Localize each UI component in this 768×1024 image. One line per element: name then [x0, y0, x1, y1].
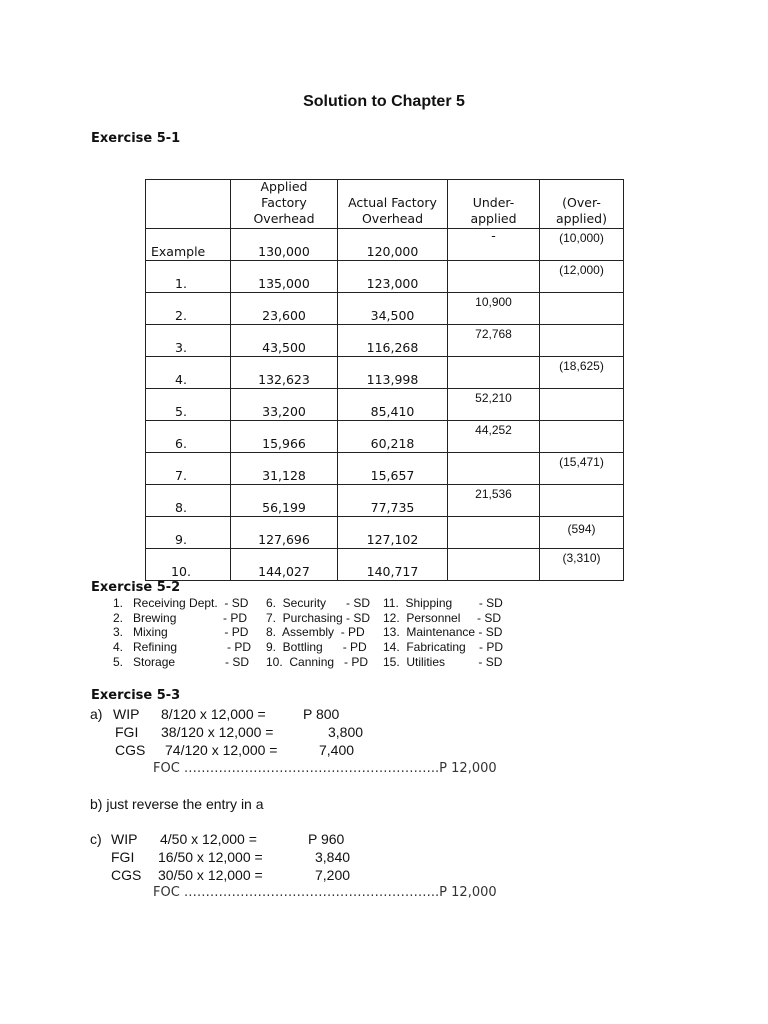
row-label: 1.	[175, 276, 187, 291]
row-label: 4.	[175, 372, 187, 387]
dept-entry: 8. Assembly - PD	[266, 625, 365, 640]
list-item	[113, 655, 503, 670]
dept-entry: 14. Fabricating - PD	[383, 640, 504, 655]
part-a-label: a)	[90, 706, 103, 722]
over-value: (3,310)	[562, 551, 601, 565]
journal-calc: 74/120 x 12,000 =	[165, 742, 278, 758]
journal-amount: 3,840	[315, 849, 351, 865]
applied-value: 132,623	[258, 372, 310, 387]
dept-entry: 7. Purchasing - SD	[266, 610, 371, 625]
table-row	[146, 325, 624, 357]
table-row	[146, 517, 624, 549]
under-value: 72,768	[475, 327, 512, 341]
dept-entry: 9. Bottling - PD	[266, 640, 367, 655]
journal-account: CGS	[111, 867, 142, 883]
applied-value: 33,200	[262, 404, 306, 419]
over-value: (18,625)	[559, 359, 604, 373]
applied-value: 31,128	[262, 468, 306, 483]
actual-value: 85,410	[370, 404, 415, 419]
actual-value: 123,000	[366, 276, 419, 291]
dept-entry: 12. Personnel - SD	[383, 610, 502, 625]
dept-entry: 10. Canning - PD	[266, 654, 369, 669]
dept-entry: 6. Security - SD	[266, 596, 371, 610]
row-label: 3.	[175, 340, 187, 355]
journal-calc: 4/50 x 12,000 =	[160, 831, 257, 847]
dept-entry: 13. Maintenance - SD	[383, 625, 503, 640]
over-value: (15,471)	[559, 455, 604, 469]
foc-total-line: FOC …………………………………………………..P 12,000	[153, 761, 497, 776]
over-header-cell	[540, 180, 624, 229]
table-row	[146, 421, 624, 453]
applied-value: 130,000	[258, 244, 310, 259]
over-value: (594)	[567, 522, 596, 536]
journal-calc: 8/120 x 12,000 =	[161, 706, 266, 722]
row-label: 5.	[175, 404, 187, 419]
applied-header-cell	[231, 180, 338, 229]
actual-value: 60,218	[370, 436, 415, 451]
applied-header-line: Applied	[260, 179, 308, 194]
row-label: 7.	[175, 468, 187, 483]
journal-account: FGI	[115, 724, 139, 740]
applied-value: 127,696	[258, 532, 310, 547]
row-label: 10.	[171, 564, 191, 579]
example-row	[146, 229, 624, 261]
foc-total-line: FOC …………………………………………………..P 12,000	[153, 885, 497, 900]
exercise-5-3-heading: Exercise 5-3	[91, 688, 181, 703]
table-row	[146, 261, 624, 293]
applied-value: 144,027	[258, 564, 310, 579]
exercise-5-1-heading: Exercise 5-1	[91, 131, 181, 146]
applied-value: 135,000	[258, 276, 310, 291]
table-row	[146, 389, 624, 421]
exercise-5-2-heading: Exercise 5-2	[91, 580, 181, 595]
over-value: (10,000)	[559, 231, 604, 245]
under-value: 21,536	[475, 487, 512, 501]
actual-header-cell	[338, 180, 448, 229]
dept-entry: 15. Utilities - SD	[383, 654, 503, 669]
applied-header-line: Overhead	[253, 211, 315, 226]
journal-amount: 7,400	[319, 742, 355, 758]
actual-value: 140,717	[366, 564, 419, 579]
under-value: 44,252	[475, 423, 512, 437]
actual-value: 116,268	[366, 340, 419, 355]
over-header-line: (Over-	[562, 195, 601, 210]
part-c-label: c)	[90, 831, 102, 847]
journal-amount: 7,200	[315, 867, 351, 883]
journal-calc: 38/120 x 12,000 =	[161, 724, 274, 740]
dept-entry: 3. Mixing - PD	[113, 625, 249, 640]
journal-amount: P 800	[303, 706, 340, 722]
actual-value: 77,735	[370, 500, 415, 515]
actual-value: 127,102	[366, 532, 419, 547]
table-header-row	[146, 180, 624, 229]
page-title: Solution to Chapter 5	[303, 93, 465, 110]
journal-amount: 3,800	[328, 724, 364, 740]
under-value: -	[491, 228, 496, 243]
table-row	[146, 293, 624, 325]
row-label: 2.	[175, 308, 187, 323]
actual-value: 120,000	[366, 244, 419, 259]
applied-value: 23,600	[262, 308, 306, 323]
dept-entry: 4. Refining - PD	[113, 640, 252, 655]
overhead-table	[145, 179, 624, 581]
under-value: 52,210	[475, 391, 512, 405]
under-header-cell	[448, 180, 540, 229]
list-item	[113, 625, 503, 640]
label-header-cell	[146, 180, 231, 229]
applied-value: 43,500	[262, 340, 306, 355]
over-header-line: applied)	[556, 211, 607, 226]
journal-account: FGI	[111, 849, 135, 865]
under-header-line: Under-	[472, 195, 515, 210]
under-header-line: applied	[470, 211, 517, 226]
row-label: 6.	[175, 436, 187, 451]
actual-header-line: Overhead	[361, 211, 424, 226]
table-row	[146, 357, 624, 389]
list-item	[113, 596, 503, 611]
journal-account: CGS	[115, 742, 146, 758]
actual-value: 34,500	[370, 308, 415, 323]
row-label: 8.	[175, 500, 187, 515]
journal-calc: 16/50 x 12,000 =	[158, 849, 263, 865]
under-value: 10,900	[475, 295, 512, 309]
table-row	[146, 549, 624, 581]
part-b-text: b) just reverse the entry in a	[90, 796, 264, 812]
dept-entry: 1. Receiving Dept. - SD	[113, 596, 249, 610]
actual-header-line: Actual Factory	[348, 195, 437, 210]
table-row	[146, 453, 624, 485]
actual-value: 15,657	[370, 468, 415, 483]
row-label: 9.	[175, 532, 187, 547]
department-classification-list	[113, 596, 503, 670]
list-item	[113, 611, 503, 626]
dept-entry: 11. Shipping - SD	[383, 596, 503, 610]
applied-value: 15,966	[262, 436, 306, 451]
dept-entry: 2. Brewing - PD	[113, 610, 248, 625]
row-label: Example	[151, 244, 206, 259]
journal-calc: 30/50 x 12,000 =	[158, 867, 263, 883]
journal-account: WIP	[111, 831, 138, 847]
over-value: (12,000)	[559, 263, 604, 277]
applied-header-line: Factory	[261, 195, 307, 210]
journal-account: WIP	[113, 706, 140, 722]
actual-value: 113,998	[366, 372, 419, 387]
journal-amount: P 960	[308, 831, 345, 847]
applied-value: 56,199	[262, 500, 306, 515]
table-row	[146, 485, 624, 517]
dept-entry: 5. Storage - SD	[113, 654, 250, 669]
list-item	[113, 640, 503, 655]
